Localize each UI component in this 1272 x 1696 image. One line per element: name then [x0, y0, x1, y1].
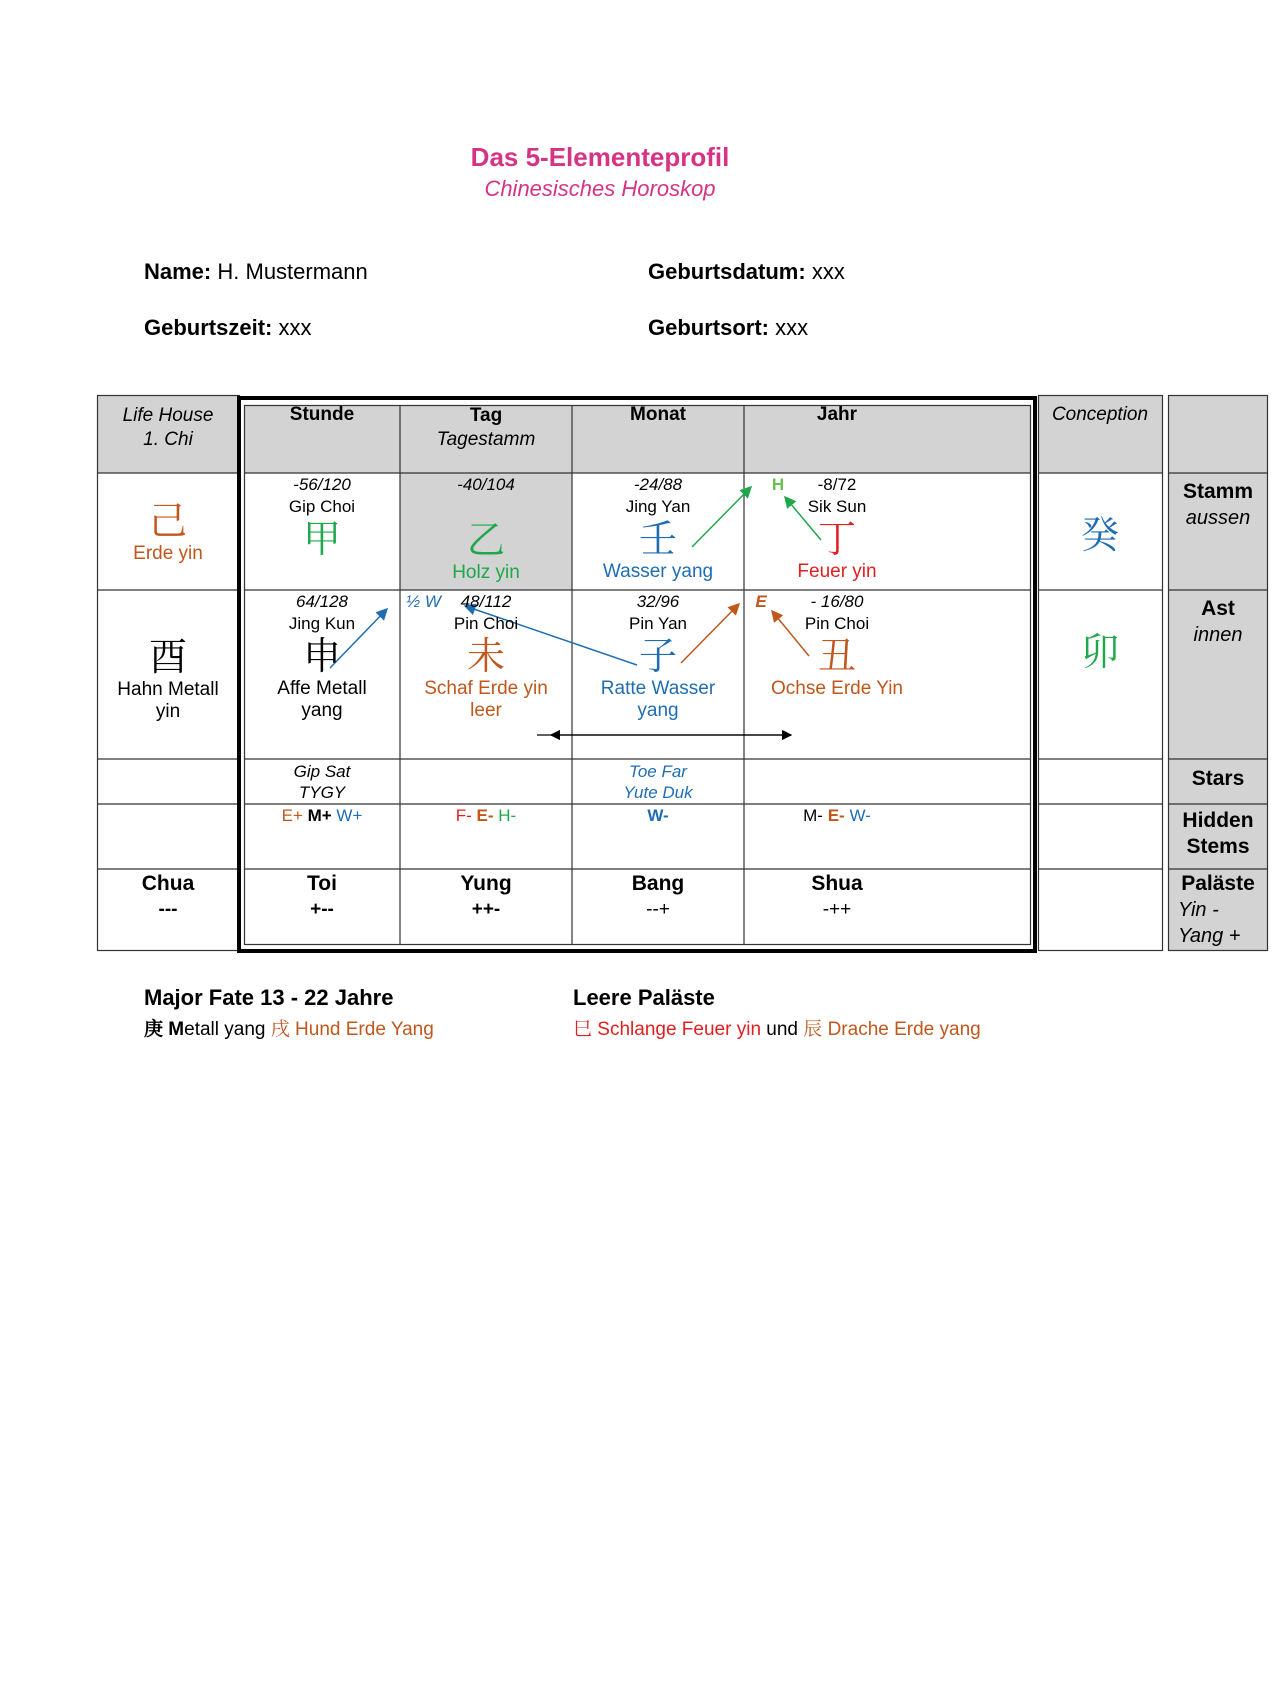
major-m-letter: M: [168, 1019, 185, 1040]
palace-stunde-name: Toi: [307, 872, 337, 895]
palace-monat-name: Bang: [631, 872, 685, 895]
ast-marker-jahr: E: [755, 592, 767, 611]
header-tag: [400, 404, 572, 452]
innen-label: innen: [1193, 624, 1243, 646]
birthplace-value: xxx: [775, 315, 809, 340]
tag-label: Tag: [469, 405, 503, 426]
birthtime-row: [144, 315, 311, 341]
ast-label1-jahr: Ochse Erde Yin: [770, 678, 904, 699]
palace-life: [97, 871, 239, 923]
chi-label: 1. Chi: [143, 429, 193, 450]
stamm-name-monat: Jing Yan: [625, 497, 691, 516]
stamm-name-jahr: Sik Sun: [807, 497, 867, 516]
hidden-jahr-m: M-: [803, 806, 823, 825]
stamm-label-tag: Holz yin: [452, 562, 520, 583]
monat-ast: [572, 592, 744, 722]
ast-char-tag: 未: [466, 634, 505, 678]
ast-label: Ast: [1201, 597, 1235, 620]
hidden-label: Hidden: [1182, 809, 1254, 832]
ast-label2-life: yin: [155, 701, 181, 722]
ast-numbers-jahr: - 16/80: [810, 592, 864, 611]
ast-label1-stunde: Affe Metall: [277, 678, 367, 699]
stamm-char-life: 己: [148, 499, 187, 543]
leere-palaeste-section: [573, 985, 981, 1041]
name-label: Name:: [144, 259, 212, 284]
monat-stamm: [572, 475, 744, 583]
leere-und: und: [766, 1019, 798, 1040]
stars-monat-1: Toe Far: [629, 762, 687, 781]
row-label-palaeste: [1168, 871, 1268, 949]
hidden-jahr-e: E-: [827, 806, 845, 825]
yang-label: Yang +: [1178, 925, 1241, 947]
ast-marker-tag: ½ W: [406, 592, 441, 611]
name-value: H. Mustermann: [217, 259, 368, 284]
palace-tag-signs: ++-: [471, 899, 501, 920]
leere-char-dragon: 辰: [803, 1019, 823, 1040]
leere-title: Leere Paläste: [573, 985, 715, 1010]
palace-life-signs: ---: [158, 899, 178, 920]
birthdate-value: xxx: [811, 259, 845, 284]
hidden-monat: [572, 806, 744, 826]
stars-stunde-2: TYGY: [298, 783, 346, 802]
leere-char-snake: 巳: [573, 1019, 593, 1040]
palace-monat-signs: --+: [646, 899, 670, 920]
stamm-label-monat: Wasser yang: [602, 561, 714, 582]
ast-numbers-stunde: 64/128: [296, 592, 348, 611]
header-stunde: Stunde: [289, 404, 355, 425]
header-jahr: Jahr: [816, 404, 858, 425]
life-ast: [97, 635, 239, 723]
birthdate-label: Geburtsdatum:: [648, 259, 806, 284]
stars-stunde-1: Gip Sat: [293, 762, 351, 781]
stamm-char-conception: 癸: [1080, 513, 1119, 557]
birthdate-row: [648, 259, 845, 285]
stamm-numbers-tag: -40/104: [457, 475, 515, 494]
stamm-numbers-monat: -24/88: [633, 475, 683, 494]
leere-dragon-text: Drache Erde yang: [827, 1019, 981, 1040]
major-char-dog: 戌: [270, 1019, 290, 1040]
hidden-jahr-w: W-: [849, 806, 871, 825]
ast-char-jahr: 丑: [817, 634, 856, 678]
birthplace-row: [648, 315, 808, 341]
ast-char-life: 酉: [148, 635, 187, 679]
stamm-label-life: Erde yin: [133, 543, 203, 564]
header-monat: Monat: [630, 404, 686, 425]
palace-monat: [572, 871, 744, 923]
header-conception: Conception: [1051, 404, 1149, 425]
hidden-tag-h: H-: [498, 806, 517, 825]
ast-char-conception: 卯: [1080, 630, 1119, 674]
stunde-ast: [244, 592, 400, 722]
stamm-marker-jahr: H: [771, 475, 785, 494]
name-row: [144, 259, 368, 285]
stamm-numbers-jahr: -8/72: [817, 475, 857, 494]
hidden-jahr: [744, 806, 930, 826]
palace-stunde-signs: +--: [310, 899, 334, 920]
jahr-ast: [744, 592, 930, 700]
ast-label1-monat: Ratte Wasser: [600, 678, 716, 699]
palaeste-label: Paläste: [1181, 872, 1255, 895]
stamm-label: Stamm: [1182, 480, 1254, 503]
major-char-metal: 庚: [144, 1019, 164, 1040]
stars-monat-2: Yute Duk: [623, 783, 693, 802]
hidden-monat-w: W-: [647, 806, 669, 825]
ast-name-jahr: Pin Choi: [804, 614, 870, 633]
stars-monat: [572, 761, 744, 803]
stamm-char-stunde: 甲: [302, 517, 341, 561]
life-stamm: [97, 499, 239, 565]
hidden-tag-f: F-: [455, 806, 472, 825]
stems-label: Stems: [1186, 835, 1250, 858]
major-fate-title: Major Fate 13 - 22 Jahre: [144, 985, 394, 1010]
tag-stamm: [400, 475, 572, 584]
life-house-label: Life House: [122, 405, 214, 426]
ast-numbers-tag: 48/112: [460, 592, 512, 611]
major-fate-section: [144, 985, 434, 1041]
birthtime-value: xxx: [278, 315, 312, 340]
ast-label2-stunde: yang: [301, 700, 343, 721]
row-label-hidden-stems: [1168, 808, 1268, 860]
stamm-numbers-stunde: -56/120: [293, 475, 351, 494]
tagestamm-label: Tagestamm: [436, 429, 536, 450]
row-label-stars: Stars: [1191, 767, 1245, 790]
ast-label1-life: Hahn Metall: [117, 679, 219, 700]
ast-name-tag: Pin Choi: [453, 614, 519, 633]
stamm-label-jahr: Feuer yin: [797, 561, 877, 582]
hidden-tag: [400, 806, 572, 826]
palace-stunde: [244, 871, 400, 923]
hidden-stunde-m: M+: [307, 806, 332, 825]
palace-jahr-name: Shua: [811, 872, 863, 895]
row-label-ast: [1168, 596, 1268, 648]
yin-label: Yin -: [1178, 899, 1219, 921]
leere-snake-text: Schlange Feuer yin: [597, 1019, 762, 1040]
hidden-stunde-e: E+: [281, 806, 303, 825]
page-subtitle: Chinesisches Horoskop: [484, 176, 716, 201]
birthplace-label: Geburtsort:: [648, 315, 769, 340]
stamm-char-jahr: 丁: [817, 517, 856, 561]
tag-ast: [400, 592, 572, 722]
palace-life-name: Chua: [141, 872, 195, 895]
leere-line: [573, 1014, 981, 1041]
ast-char-monat: 子: [638, 634, 677, 678]
ast-char-stunde: 申: [302, 634, 341, 678]
major-dog-text: Hund Erde Yang: [295, 1019, 434, 1040]
ast-label2-monat: yang: [637, 700, 679, 721]
palace-jahr-signs: -++: [822, 899, 852, 920]
ast-label1-tag: Schaf Erde yin: [424, 678, 548, 699]
jahr-stamm: [744, 475, 930, 583]
stamm-char-tag: 乙: [466, 518, 505, 562]
page-title: Das 5-Elementeprofil: [470, 142, 730, 172]
aussen-label: aussen: [1185, 507, 1251, 529]
ast-name-stunde: Jing Kun: [288, 614, 356, 633]
element-profile-table: [97, 395, 1255, 951]
stars-stunde: [244, 761, 400, 803]
stunde-stamm: [244, 475, 400, 561]
major-metal-text: etall yang: [184, 1019, 266, 1040]
hidden-stunde-w: W+: [336, 806, 363, 825]
ast-numbers-monat: 32/96: [636, 592, 680, 611]
hidden-stunde: [244, 806, 400, 826]
palace-tag-name: Yung: [460, 872, 512, 895]
stamm-name-stunde: Gip Choi: [288, 497, 356, 516]
row-label-stamm: [1168, 479, 1268, 531]
major-fate-line: [144, 1014, 434, 1041]
hidden-tag-e: E-: [476, 806, 494, 825]
ast-name-monat: Pin Yan: [629, 614, 687, 633]
palace-jahr: [744, 871, 930, 923]
stamm-char-monat: 壬: [638, 517, 677, 561]
life-house-header: [97, 404, 239, 452]
ast-label2-tag: leer: [470, 700, 502, 721]
birthtime-label: Geburtszeit:: [144, 315, 273, 340]
palace-tag: [400, 871, 572, 923]
